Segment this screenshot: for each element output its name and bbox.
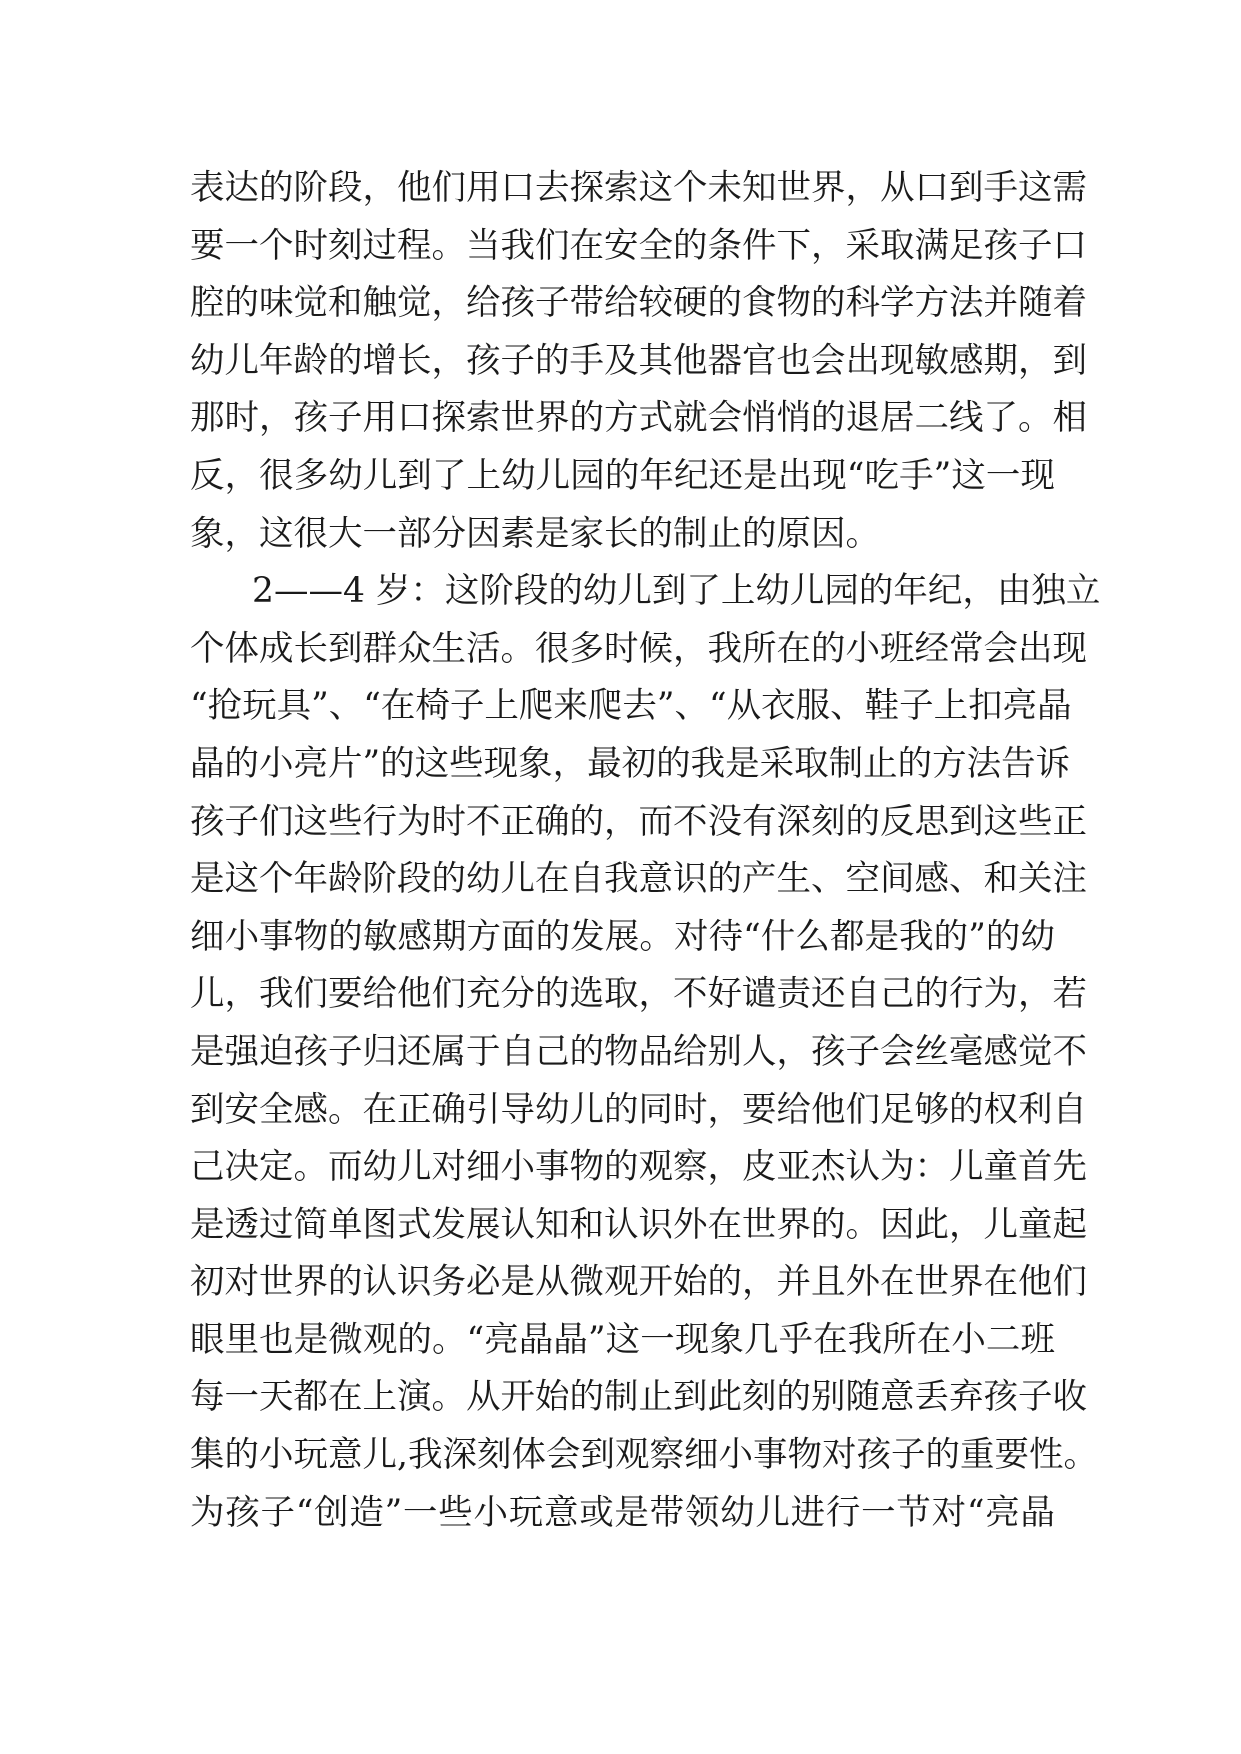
text-line: 个体成长到群众生活。很多时候，我所在的小班经常会出现 (190, 628, 1087, 669)
text-line: 集的小玩意儿,我深刻体会到观察细小事物对孩子的重要性。 (190, 1435, 1098, 1476)
text-line: 腔的味觉和触觉，给孩子带给较硬的食物的科学方法并随着 (190, 283, 1087, 324)
text-line: 每一天都在上演。从开始的制止到此刻的别随意丢弃孩子收 (190, 1377, 1087, 1418)
text-line: 细小事物的敏感期方面的发展。对待“什么都是我的”的幼 (190, 916, 1055, 957)
text-line: 是透过简单图式发展认知和认识外在世界的。因此，儿童起 (190, 1204, 1087, 1245)
text-line: “抢玩具”、“在椅子上爬来爬去”、“从衣服、鞋子上扣亮晶 (190, 686, 1072, 727)
text-line: 儿，我们要给他们充分的选取，不好谴责还自己的行为，若 (190, 974, 1087, 1015)
text-line: 象，这很大一部分因素是家长的制止的原因。 (190, 513, 880, 554)
text-line: 反，很多幼儿到了上幼儿园的年纪还是出现“吃手”这一现 (190, 455, 1055, 496)
text-line: 到安全感。在正确引导幼儿的同时，要给他们足够的权利自 (190, 1089, 1087, 1130)
text-line: 要一个时刻过程。当我们在安全的条件下，采取满足孩子口 (190, 225, 1087, 266)
text-line: 晶的小亮片”的这些现象，最初的我是采取制止的方法告诉 (190, 743, 1071, 784)
paragraph-2 (190, 563, 1101, 1542)
text-line: 己决定。而幼儿对细小事物的观察，皮亚杰认为：儿童首先 (190, 1147, 1087, 1188)
text-line: 表达的阶段，他们用口去探索这个未知世界，从口到手这需 (190, 168, 1087, 208)
text-line: 是这个年龄阶段的幼儿在自我意识的产生、空间感、和关注 (190, 859, 1087, 900)
text-line: 眼里也是微观的。“亮晶晶”这一现象几乎在我所在小二班 (190, 1319, 1055, 1360)
text-line: 2——4 岁：这阶段的幼儿到了上幼儿园的年纪，由独立 (252, 571, 1101, 612)
text-line: 是强迫孩子归还属于自己的物品给别人，孩子会丝毫感觉不 (190, 1031, 1087, 1072)
body-text (190, 160, 1101, 1542)
text-line: 那时，孩子用口探索世界的方式就会悄悄的退居二线了。相 (190, 398, 1087, 439)
paragraph-1 (190, 160, 1087, 563)
text-line: 为孩子“创造”一些小玩意或是带领幼儿进行一节对“亮晶 (190, 1492, 1055, 1533)
text-line: 孩子们这些行为时不正确的，而不没有深刻的反思到这些正 (190, 801, 1087, 842)
text-line: 初对世界的认识务必是从微观开始的，并且外在世界在他们 (190, 1262, 1087, 1303)
text-line: 幼儿年龄的增长，孩子的手及其他器官也会出现敏感期，到 (190, 340, 1087, 381)
